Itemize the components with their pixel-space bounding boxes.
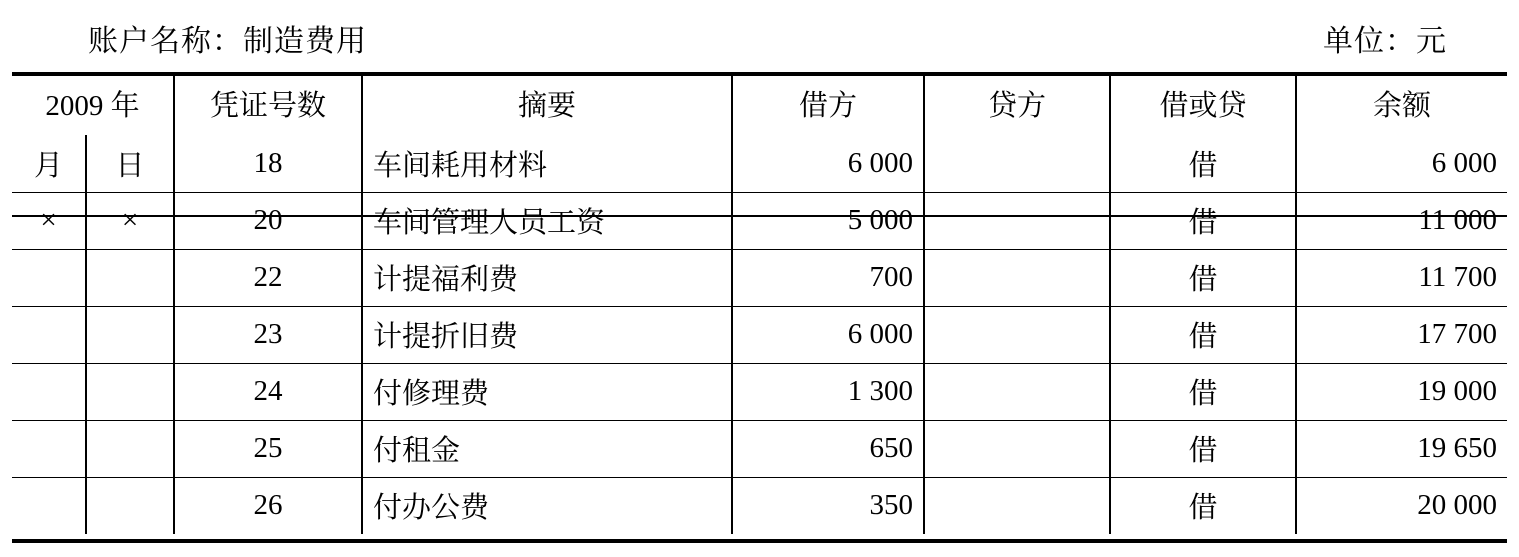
cell-credit bbox=[924, 249, 1110, 306]
cell-voucher: 18 bbox=[174, 135, 362, 192]
column-header-debit: 借方 bbox=[732, 72, 924, 135]
cell-abstract: 付办公费 bbox=[362, 477, 732, 534]
column-header-voucher: 凭证号数 bbox=[174, 72, 362, 135]
cell-debit: 700 bbox=[732, 249, 924, 306]
cell-credit bbox=[924, 192, 1110, 249]
cell-abstract: 付修理费 bbox=[362, 363, 732, 420]
cell-dc-mark: 借 bbox=[1110, 306, 1296, 363]
table-row bbox=[12, 420, 1507, 477]
column-header-credit: 贷方 bbox=[924, 72, 1110, 135]
cell-dc-mark: 借 bbox=[1110, 363, 1296, 420]
cell-dc-mark: 借 bbox=[1110, 477, 1296, 534]
table-row bbox=[12, 135, 1507, 192]
cell-day bbox=[86, 363, 174, 420]
cell-abstract: 车间耗用材料 bbox=[362, 135, 732, 192]
cell-dc-mark: 借 bbox=[1110, 192, 1296, 249]
cell-debit: 6 000 bbox=[732, 135, 924, 192]
cell-voucher: 24 bbox=[174, 363, 362, 420]
cell-month-header: 月 bbox=[12, 135, 86, 192]
cell-abstract: 计提福利费 bbox=[362, 249, 732, 306]
cell-month bbox=[12, 249, 86, 306]
cell-day: × bbox=[86, 192, 174, 249]
cell-credit bbox=[924, 135, 1110, 192]
ledger-table bbox=[12, 72, 1507, 534]
unit-label: 单位：元 bbox=[1323, 24, 1447, 58]
cell-day bbox=[86, 420, 174, 477]
table-row bbox=[12, 192, 1507, 249]
cell-balance: 19 650 bbox=[1296, 420, 1507, 477]
cell-voucher: 22 bbox=[174, 249, 362, 306]
cell-dc-mark: 借 bbox=[1110, 249, 1296, 306]
cell-credit bbox=[924, 420, 1110, 477]
cell-abstract: 计提折旧费 bbox=[362, 306, 732, 363]
cell-balance: 11 000 bbox=[1296, 192, 1507, 249]
cell-month bbox=[12, 306, 86, 363]
cell-debit: 650 bbox=[732, 420, 924, 477]
cell-credit bbox=[924, 477, 1110, 534]
account-name-label: 账户名称：制造费用 bbox=[88, 24, 367, 58]
table-row bbox=[12, 306, 1507, 363]
cell-voucher: 26 bbox=[174, 477, 362, 534]
cell-month bbox=[12, 363, 86, 420]
cell-day bbox=[86, 249, 174, 306]
cell-balance: 17 700 bbox=[1296, 306, 1507, 363]
cell-dc-mark: 借 bbox=[1110, 420, 1296, 477]
cell-balance: 6 000 bbox=[1296, 135, 1507, 192]
cell-month bbox=[12, 477, 86, 534]
cell-credit bbox=[924, 363, 1110, 420]
cell-debit: 6 000 bbox=[732, 306, 924, 363]
cell-day-header: 日 bbox=[86, 135, 174, 192]
table-row bbox=[12, 363, 1507, 420]
cell-voucher: 23 bbox=[174, 306, 362, 363]
table-row bbox=[12, 249, 1507, 306]
cell-voucher: 25 bbox=[174, 420, 362, 477]
cell-day bbox=[86, 306, 174, 363]
ledger-body bbox=[12, 135, 1507, 534]
cell-abstract: 付租金 bbox=[362, 420, 732, 477]
table-bottom-rule bbox=[12, 539, 1507, 543]
cell-debit: 350 bbox=[732, 477, 924, 534]
table-row bbox=[12, 477, 1507, 534]
cell-debit: 1 300 bbox=[732, 363, 924, 420]
cell-dc-mark: 借 bbox=[1110, 135, 1296, 192]
cell-day bbox=[86, 477, 174, 534]
cell-balance: 20 000 bbox=[1296, 477, 1507, 534]
cell-balance: 11 700 bbox=[1296, 249, 1507, 306]
cell-voucher: 20 bbox=[174, 192, 362, 249]
cell-balance: 19 000 bbox=[1296, 363, 1507, 420]
column-header-dc-mark: 借或贷 bbox=[1110, 72, 1296, 135]
cell-debit: 5 000 bbox=[732, 192, 924, 249]
ledger-header bbox=[0, 10, 1519, 65]
column-header-year: 2009 年 bbox=[12, 72, 174, 135]
column-header-abstract: 摘要 bbox=[362, 72, 732, 135]
cell-month bbox=[12, 420, 86, 477]
cell-abstract: 车间管理人员工资 bbox=[362, 192, 732, 249]
cell-credit bbox=[924, 306, 1110, 363]
column-header-balance: 余额 bbox=[1296, 72, 1507, 135]
cell-month: × bbox=[12, 192, 86, 249]
